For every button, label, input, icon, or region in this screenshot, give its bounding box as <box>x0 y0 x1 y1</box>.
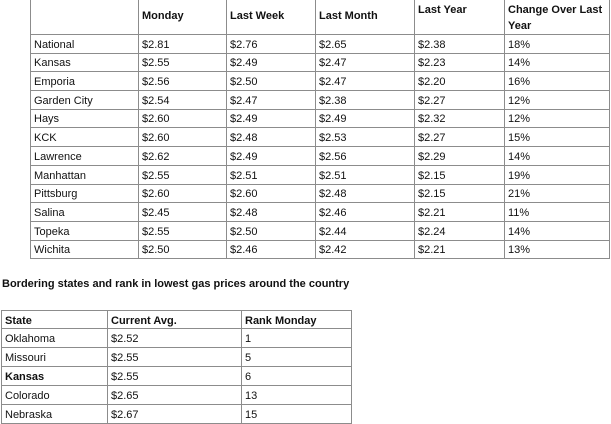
location-cell: Pittsburg <box>31 184 139 203</box>
change-percent-cell: 14% <box>505 221 610 240</box>
last-week-price-cell: $2.49 <box>227 147 316 166</box>
location-cell: Wichita <box>31 240 139 259</box>
location-cell: Manhattan <box>31 165 139 184</box>
rank-monday-cell: 6 <box>242 367 352 386</box>
change-percent-cell: 11% <box>505 203 610 222</box>
last-week-price-cell: $2.50 <box>227 72 316 91</box>
change-percent-cell: 14% <box>505 147 610 166</box>
last-week-price-cell: $2.49 <box>227 53 316 72</box>
table-row <box>31 147 610 166</box>
last-month-price-cell: $2.46 <box>316 203 415 222</box>
monday-price-cell: $2.62 <box>139 147 227 166</box>
rank-table-body <box>2 329 352 424</box>
last-month-price-cell: $2.47 <box>316 53 415 72</box>
monday-price-cell: $2.45 <box>139 203 227 222</box>
prices-header-change: Change Over Last Year <box>505 0 610 35</box>
last-week-price-cell: $2.46 <box>227 240 316 259</box>
change-percent-cell: 19% <box>505 165 610 184</box>
change-percent-cell: 18% <box>505 35 610 54</box>
last-month-price-cell: $2.51 <box>316 165 415 184</box>
last-week-price-cell: $2.47 <box>227 91 316 110</box>
table-row <box>31 221 610 240</box>
rank-header-row <box>2 311 352 329</box>
table-row <box>31 184 610 203</box>
last-month-price-cell: $2.56 <box>316 147 415 166</box>
last-week-price-cell: $2.48 <box>227 128 316 147</box>
last-week-price-cell: $2.76 <box>227 35 316 54</box>
change-percent-cell: 12% <box>505 109 610 128</box>
location-cell: Topeka <box>31 221 139 240</box>
prices-header-row <box>31 0 610 35</box>
location-cell: National <box>31 35 139 54</box>
table-row <box>31 109 610 128</box>
prices-header-last-year: Last Year <box>415 0 505 35</box>
table-row <box>31 165 610 184</box>
monday-price-cell: $2.60 <box>139 109 227 128</box>
current-avg-cell: $2.55 <box>108 348 242 367</box>
rank-monday-cell: 1 <box>242 329 352 348</box>
monday-price-cell: $2.54 <box>139 91 227 110</box>
location-cell: Kansas <box>31 53 139 72</box>
current-avg-cell: $2.52 <box>108 329 242 348</box>
table-row <box>2 348 352 367</box>
table-row <box>2 386 352 405</box>
change-percent-cell: 12% <box>505 91 610 110</box>
table-row <box>31 91 610 110</box>
last-year-price-cell: $2.15 <box>415 165 505 184</box>
location-cell: KCK <box>31 128 139 147</box>
rank-monday-cell: 13 <box>242 386 352 405</box>
last-year-price-cell: $2.27 <box>415 128 505 147</box>
last-year-price-cell: $2.32 <box>415 109 505 128</box>
table-row <box>31 53 610 72</box>
location-cell: Salina <box>31 203 139 222</box>
change-percent-cell: 15% <box>505 128 610 147</box>
current-avg-cell: $2.67 <box>108 405 242 424</box>
rank-header-current-avg: Current Avg. <box>108 311 242 329</box>
state-cell: Kansas <box>2 367 108 386</box>
rank-monday-cell: 5 <box>242 348 352 367</box>
table-row <box>2 405 352 424</box>
current-avg-cell: $2.65 <box>108 386 242 405</box>
gas-prices-table <box>30 0 610 259</box>
last-year-price-cell: $2.24 <box>415 221 505 240</box>
monday-price-cell: $2.56 <box>139 72 227 91</box>
rank-header-state: State <box>2 311 108 329</box>
state-cell: Colorado <box>2 386 108 405</box>
state-cell: Missouri <box>2 348 108 367</box>
monday-price-cell: $2.81 <box>139 35 227 54</box>
last-month-price-cell: $2.48 <box>316 184 415 203</box>
last-year-price-cell: $2.21 <box>415 240 505 259</box>
prices-header-last-week: Last Week <box>227 0 316 35</box>
last-week-price-cell: $2.51 <box>227 165 316 184</box>
last-week-price-cell: $2.60 <box>227 184 316 203</box>
location-cell: Lawrence <box>31 147 139 166</box>
location-cell: Garden City <box>31 91 139 110</box>
last-week-price-cell: $2.49 <box>227 109 316 128</box>
last-year-price-cell: $2.20 <box>415 72 505 91</box>
table-row <box>31 128 610 147</box>
prices-table-body <box>31 35 610 259</box>
monday-price-cell: $2.55 <box>139 221 227 240</box>
monday-price-cell: $2.55 <box>139 53 227 72</box>
last-month-price-cell: $2.38 <box>316 91 415 110</box>
change-percent-cell: 21% <box>505 184 610 203</box>
last-week-price-cell: $2.50 <box>227 221 316 240</box>
monday-price-cell: $2.50 <box>139 240 227 259</box>
last-month-price-cell: $2.42 <box>316 240 415 259</box>
table-row <box>31 203 610 222</box>
change-percent-cell: 14% <box>505 53 610 72</box>
rank-monday-cell: 15 <box>242 405 352 424</box>
last-month-price-cell: $2.44 <box>316 221 415 240</box>
monday-price-cell: $2.55 <box>139 165 227 184</box>
location-cell: Emporia <box>31 72 139 91</box>
table-row <box>31 72 610 91</box>
last-month-price-cell: $2.47 <box>316 72 415 91</box>
monday-price-cell: $2.60 <box>139 184 227 203</box>
table-row <box>31 240 610 259</box>
prices-header-blank <box>31 0 139 35</box>
prices-header-monday: Monday <box>139 0 227 35</box>
last-week-price-cell: $2.48 <box>227 203 316 222</box>
current-avg-cell: $2.55 <box>108 367 242 386</box>
section-heading: Bordering states and rank in lowest gas prices around the country <box>2 278 350 290</box>
state-cell: Oklahoma <box>2 329 108 348</box>
table-row <box>2 367 352 386</box>
monday-price-cell: $2.60 <box>139 128 227 147</box>
last-year-price-cell: $2.15 <box>415 184 505 203</box>
state-cell: Nebraska <box>2 405 108 424</box>
last-month-price-cell: $2.65 <box>316 35 415 54</box>
prices-header-last-month: Last Month <box>316 0 415 35</box>
last-month-price-cell: $2.53 <box>316 128 415 147</box>
rank-header-rank-monday: Rank Monday <box>242 311 352 329</box>
change-percent-cell: 13% <box>505 240 610 259</box>
table-row <box>31 35 610 54</box>
last-year-price-cell: $2.27 <box>415 91 505 110</box>
last-year-price-cell: $2.23 <box>415 53 505 72</box>
bordering-states-table <box>1 310 352 424</box>
last-year-price-cell: $2.38 <box>415 35 505 54</box>
last-month-price-cell: $2.49 <box>316 109 415 128</box>
last-year-price-cell: $2.29 <box>415 147 505 166</box>
change-percent-cell: 16% <box>505 72 610 91</box>
table-row <box>2 329 352 348</box>
last-year-price-cell: $2.21 <box>415 203 505 222</box>
location-cell: Hays <box>31 109 139 128</box>
